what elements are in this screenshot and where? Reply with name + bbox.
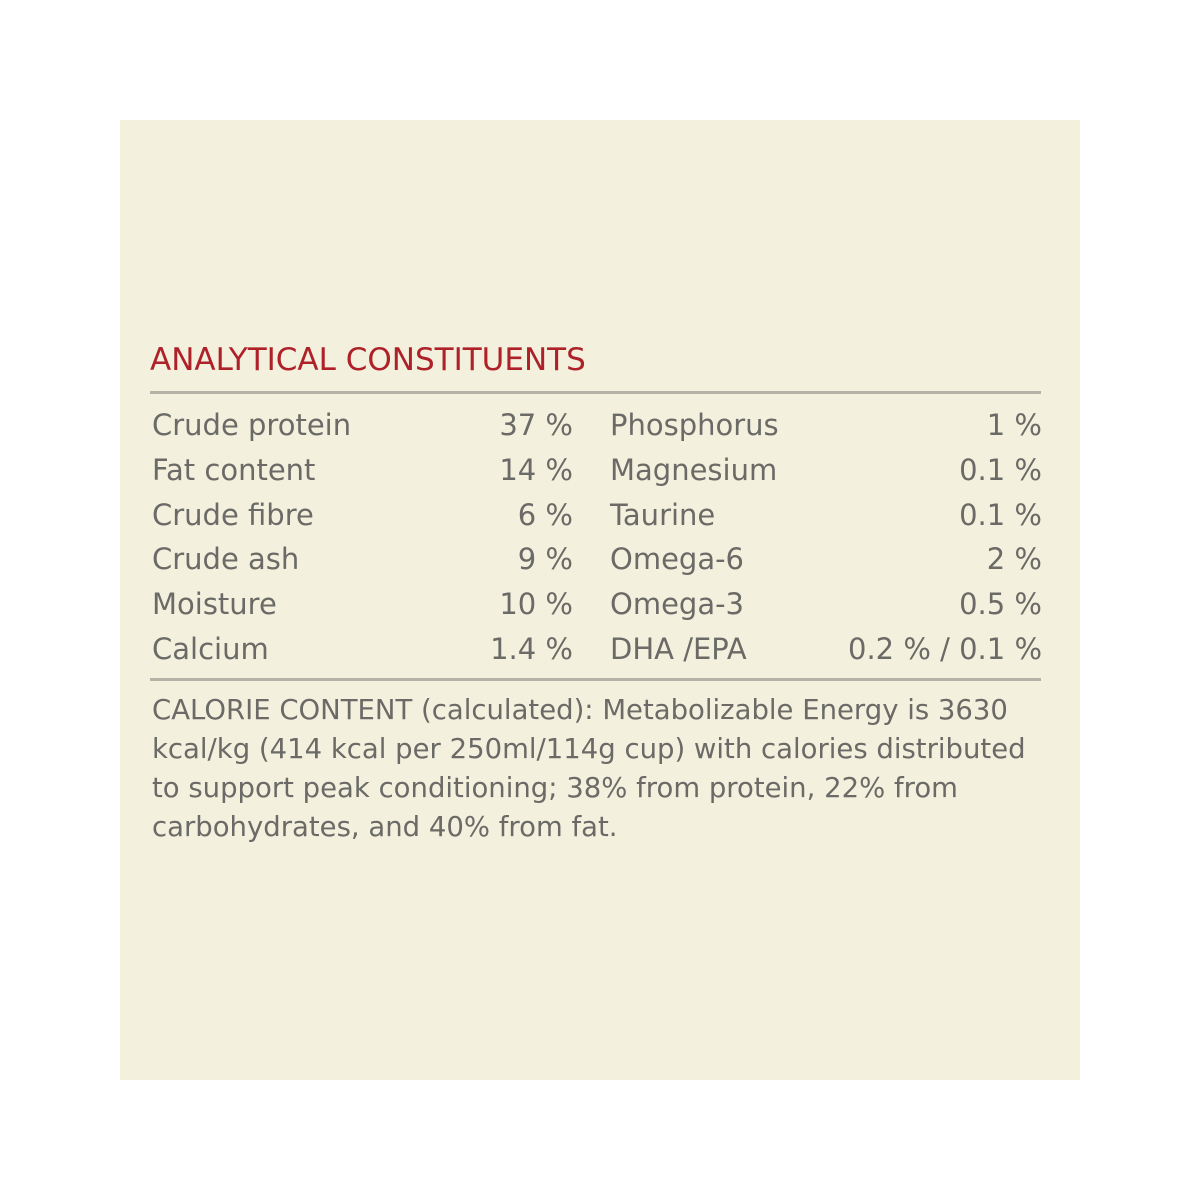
constituent-value: 9 % (517, 542, 573, 576)
constituent-label: Omega-6 (610, 542, 745, 576)
constituent-label: Phosphorus (610, 408, 779, 442)
constituent-value: 0.1 % (959, 453, 1042, 487)
constituent-value: 0.5 % (959, 587, 1042, 621)
constituent-label: Taurine (610, 498, 716, 532)
constituent-label: Crude protein (152, 408, 352, 442)
top-divider (150, 391, 1041, 394)
constituent-label: Moisture (152, 587, 277, 621)
bottom-divider (150, 678, 1041, 681)
constituent-value: 14 % (499, 453, 573, 487)
constituent-label: DHA /EPA (610, 632, 747, 666)
nutrition-panel (120, 120, 1080, 1080)
constituent-label: Omega-3 (610, 587, 745, 621)
constituent-value: 0.2 % / 0.1 % (848, 632, 1042, 666)
calorie-content-text: CALORIE CONTENT (calculated): Metabolizable Energy is 3630 kcal/kg (414 kcal per 250ml/114g cup) with calories distributed to support peak conditioning; 38% from protein, 22% from carbohydrates, and 40% from fat. (152, 694, 1026, 843)
constituent-label: Fat content (152, 453, 316, 487)
constituent-value: 0.1 % (959, 498, 1042, 532)
constituent-value: 1 % (986, 408, 1042, 442)
constituent-label: Magnesium (610, 453, 778, 487)
constituent-label: Crude fibre (152, 498, 314, 532)
constituent-value: 6 % (517, 498, 573, 532)
constituent-value: 2 % (986, 542, 1042, 576)
constituent-label: Calcium (152, 632, 269, 666)
constituent-value: 1.4 % (490, 632, 573, 666)
section-title: ANALYTICAL CONSTITUENTS (150, 342, 586, 378)
constituent-value: 37 % (499, 408, 573, 442)
constituent-value: 10 % (499, 587, 573, 621)
constituent-label: Crude ash (152, 542, 300, 576)
